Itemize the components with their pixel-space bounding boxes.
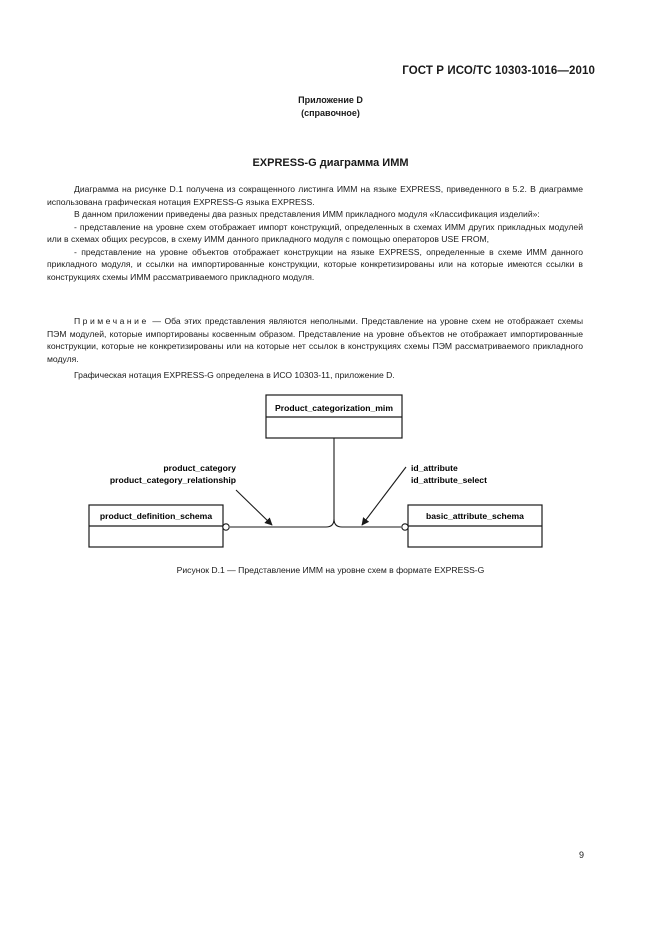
notation-text: Графическая нотация EXPRESS-G определена в ИСО 10303-11, приложение D. bbox=[74, 370, 395, 380]
paragraph-1: Диаграмма на рисунке D.1 получена из сокращенного листинга ИММ на языке EXPRESS, приведенного в 5.2. В диаграмме использована графическая нотация EXPRESS-G языка EXPRESS. bbox=[47, 184, 583, 207]
paragraph-4: - представление на уровне объектов отображает конструкции на языке EXPRESS, определенные в схеме ИММ данного прикладного модуля, и ссылки на импортированные конструкции, которые конкретизированы или на которые имеются ссылки в конструкциях схемы ИММ рассматриваемого прикладного модуля. bbox=[47, 246, 583, 282]
section-title: EXPRESS-G диаграмма ИММ bbox=[252, 157, 409, 169]
schema-name-right: basic_attribute_schema bbox=[426, 511, 524, 521]
figure-caption: Рисунок D.1 — Представление ИММ на уровне схем в формате EXPRESS-G bbox=[176, 565, 485, 575]
schema-name-left: product_definition_schema bbox=[99, 511, 213, 521]
page-number: 9 bbox=[578, 850, 584, 860]
annex-type: (справочное) bbox=[301, 108, 360, 118]
annex-label: Приложение D bbox=[298, 95, 363, 105]
standard-id: ГОСТ Р ИСО/ТС 10303-1016—2010 bbox=[402, 65, 595, 77]
ref-label-right-1: id_attribute bbox=[411, 463, 458, 473]
note-text: — Оба этих представления являются неполными. Представление на уровне схем не отображает схемы ПЭМ модулей, которые импортированы косвенным образом. Представление на уровне объектов не отображает импортированные конструкции, которые не конкретизированы или на которые нет ссылок в конструкциях схемы ПЭМ рассматриваемого прикладного модуля. bbox=[47, 316, 583, 364]
ref-label-right-2: id_attribute_select bbox=[411, 475, 487, 485]
paragraph-3: - представление на уровне схем отображает импорт конструкций, определенных в схемах ИММ других прикладных модулей или в схемах общих ресурсов, в схему ИММ данного прикладного модуля с помощью операторов USE FROM, bbox=[47, 221, 583, 244]
schema-box-left bbox=[89, 505, 223, 547]
connector-lines bbox=[223, 438, 408, 530]
paragraph-2: В данном приложении приведены два разных представления ИММ прикладного модуля «Классификация изделий»: bbox=[74, 209, 540, 219]
ref-label-left-1: product_category bbox=[163, 463, 236, 473]
schema-name-top: Product_categorization_mim bbox=[275, 403, 393, 413]
schema-box-right bbox=[408, 505, 542, 547]
ref-label-left-2: product_category_relationship bbox=[109, 475, 236, 485]
schema-box-top bbox=[266, 395, 402, 438]
note-label: Примечание bbox=[74, 316, 149, 326]
